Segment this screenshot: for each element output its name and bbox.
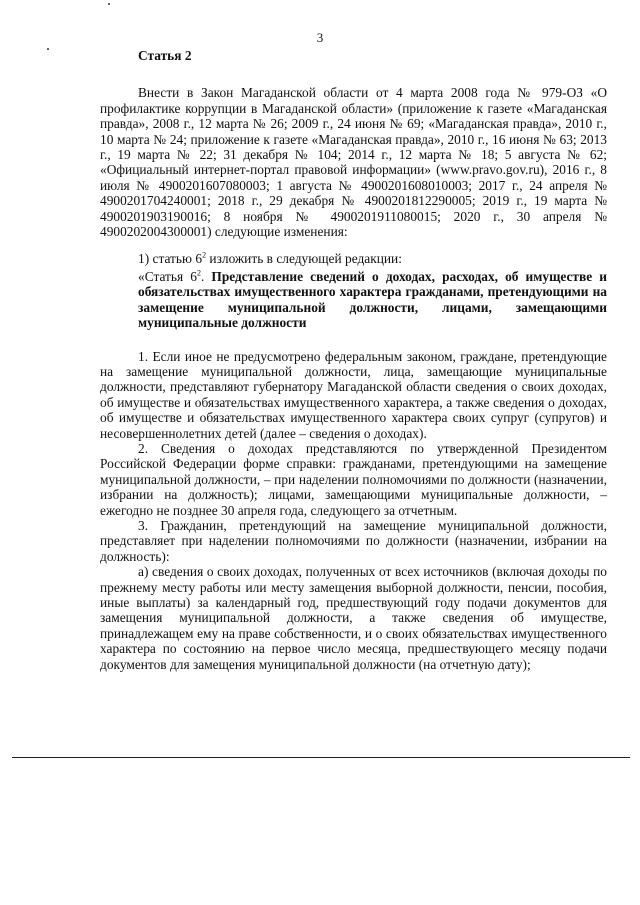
new-article-title: Представление сведений о доходах, расходах, об имуществе и обязательствах имущественного характера гражданами, претендующими на замещение муниципальной должности, лицами, замещающими муниципальные должности xyxy=(138,268,607,331)
paragraph-1: 1. Если иное не предусмотрено федеральным законом, граждане, претендующие на замещение муниципальной должности, лица, замещающие муниципальные должности, представляют губернатору Магаданской области сведения о своих доходах, об имуществе и обязательствах имущественного характера, а также сведения о доходах, об имуществе и обязательствах имущественного характера своих супруг (супругов) и несовершеннолетних детей (далее – сведения о доходах). xyxy=(100,348,607,441)
new-article-dot: . xyxy=(200,268,212,284)
paragraph-3a: а) сведения о своих доходах, полученных от всех источников (включая доходы по прежнему месту работы или месту замещения выборной должности, пенсии, пособия, иные выплаты) за календарный год, предшествующий году подачи документов для замещения муниципальной должности, а также сведения об имуществе, принадлежащем ему на праве собственности, и о своих обязательствах имущественного характера по состоянию на первое число месяца, предшествующего месяцу подачи документов для замещения муниципальной должности (на отчетную дату); xyxy=(100,564,607,672)
paragraph-3: 3. Гражданин, претендующий на замещение муниципальной должности, представляет при наделении полномочиями по должности (назначении, избрании на должность): xyxy=(100,517,607,564)
page-number: 3 xyxy=(316,30,324,45)
amendment-item-1-sup: 2 xyxy=(202,251,207,260)
amendment-item-1-prefix: 1) статью 6 xyxy=(138,251,203,267)
new-article-sup: 2 xyxy=(196,268,201,278)
new-article-prefix: «Статья 6 xyxy=(138,268,197,284)
scan-artifact-dot xyxy=(108,3,110,5)
intro-paragraph: Внести в Закон Магаданской области от 4 марта 2008 года № 979-ОЗ «О профилактике коррупции в Магаданской области» (приложение к газете «Магаданская правда», 2008 г., 12 марта № 26; 2009 г., 24 июня № 69; «Магаданская правда», 2010 г., 10 марта № 24; приложение к газете «Магаданская правда», 2010 г., 16 июня № 63; 2013 г., 19 марта № 22; 31 декабря № 104; 2014 г., 12 марта № 18; 5 августа № 62; «Официальный интернет-портал правовой информации» (www.pravo.gov.ru), 2016 г., 8 июля № 4900201607080003; 1 августа № 4900201608010003; 2017 г., 24 апреля № 4900201704240001; 2018 г., 29 декабря № 4900201812290005; 2019 г., 19 марта № 4900201903190016; 8 ноября № 4900201911080015; 2020 г., 30 апреля № 4900202004300001) следующие изменения: xyxy=(100,85,607,240)
amendment-item-1 xyxy=(100,251,607,266)
paragraph-2: 2. Сведения о доходах представляются по утвержденной Президентом Российской Федерации форме справки: гражданами, претендующими на замещение муниципальной должности, – при наделении полномочиями по должности (назначении, избрании на должность); лицами, замещающими муниципальные должности, – ежегодно не позднее 30 апреля года, следующего за отчетным. xyxy=(100,440,607,518)
new-article-heading xyxy=(100,269,607,331)
footer-divider xyxy=(12,757,630,758)
amendment-item-1-suffix: изложить в следующей редакции: xyxy=(206,251,402,267)
article-title: Статья 2 xyxy=(138,48,192,63)
document-body xyxy=(100,44,607,672)
scan-artifact-dot xyxy=(47,48,49,50)
